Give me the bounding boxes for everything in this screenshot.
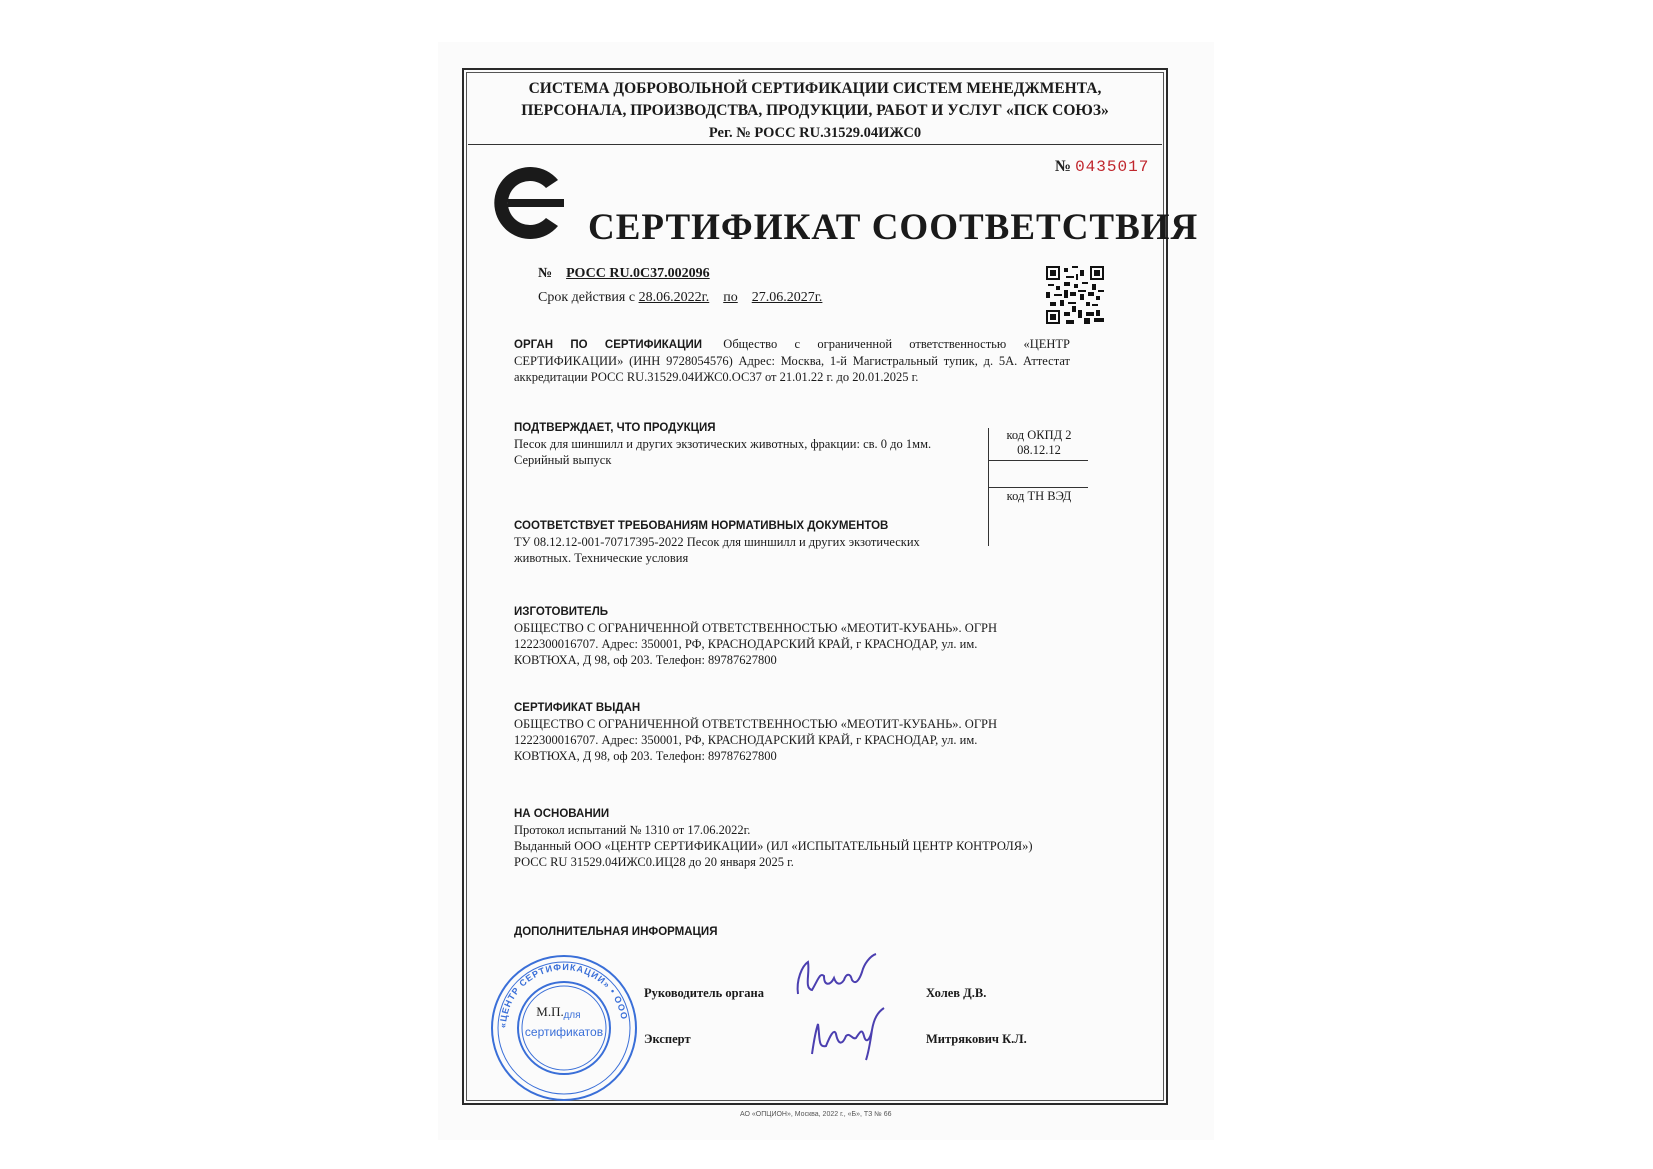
manufacturer-line2: 1222300016707. Адрес: 350001, РФ, КРАСНОДАРСКИЙ КРАЙ, г КРАСНОДАР, ул. им.	[514, 637, 978, 651]
issued-to-line2: 1222300016707. Адрес: 350001, РФ, КРАСНОДАРСКИЙ КРАЙ, г КРАСНОДАР, ул. им.	[514, 733, 978, 747]
document-title: СЕРТИФИКАТ СООТВЕТСТВИЯ	[588, 207, 1199, 248]
expert-signature	[806, 1004, 890, 1062]
normative-docs-text: ТУ 08.12.12-001-70717395-2022 Песок для шиншилл и других экзотических животных. Технические условия	[514, 535, 920, 565]
issued-to-line3: КОВТЮХА, Д 98, оф 203. Телефон: 89787627800	[514, 749, 777, 763]
stamp-inner-top: для	[563, 1010, 581, 1021]
expert-role-label: Эксперт	[644, 1032, 691, 1046]
basis-section	[514, 806, 1074, 870]
blank-number-prefix: №	[1055, 158, 1072, 175]
okpd-code-box	[990, 428, 1088, 458]
manufacturer-line1: ОБЩЕСТВО С ОГРАНИЧЕННОЙ ОТВЕТСТВЕННОСТЬЮ «МЕОТИТ-КУБАНЬ». ОГРН	[514, 621, 998, 635]
basis-line2: Выданный ООО «ЦЕНТР СЕРТИФИКАЦИИ» (ИЛ «ИСПЫТАТЕЛЬНЫЙ ЦЕНТР КОНТРОЛЯ»)	[514, 839, 1033, 853]
expert-name: Митрякович К.Л.	[926, 1032, 1027, 1046]
blank-number	[1055, 158, 1149, 176]
additional-info-section	[514, 924, 717, 940]
basis-line3: РОСС RU 31529.04ИЖС0.ИЦ28 до 20 января 2025 г.	[514, 855, 794, 869]
normative-docs-heading: СООТВЕТСТВУЕТ ТРЕБОВАНИЯМ НОРМАТИВНЫХ ДОКУМЕНТОВ	[514, 520, 889, 532]
issued-to-section	[514, 700, 1034, 764]
head-role-label: Руководитель органа	[644, 986, 764, 1000]
validity-prefix: Срок действия с	[538, 290, 636, 305]
system-header	[468, 78, 1162, 145]
system-reg-number: Рег. № РОСС RU.31529.04ИЖС0	[708, 125, 922, 141]
additional-info-heading: ДОПОЛНИТЕЛЬНАЯ ИНФОРМАЦИЯ	[514, 926, 718, 938]
validity-period	[538, 290, 822, 306]
product-heading: ПОДТВЕРЖДАЕТ, ЧТО ПРОДУКЦИЯ	[514, 422, 716, 434]
basis-line1: Протокол испытаний № 1310 от 17.06.2022г.	[514, 823, 751, 837]
basis-heading: НА ОСНОВАНИИ	[514, 808, 610, 820]
manufacturer-heading: ИЗГОТОВИТЕЛЬ	[514, 606, 609, 618]
product-section	[514, 420, 964, 468]
validity-mid: по	[723, 290, 738, 305]
codes-divider-low	[988, 487, 1088, 488]
normative-docs-section	[514, 518, 954, 566]
system-header-line2: ПЕРСОНАЛА, ПРОИЗВОДСТВА, ПРОДУКЦИИ, РАБОТ И УСЛУГ «ПСК СОЮЗ»	[521, 102, 1109, 119]
issued-to-line1: ОБЩЕСТВО С ОГРАНИЧЕННОЙ ОТВЕТСТВЕННОСТЬЮ «МЕОТИТ-КУБАНЬ». ОГРН	[514, 717, 998, 731]
stamp-ring-text: «ЦЕНТР СЕРТИФИКАЦИИ» • ООО	[497, 961, 630, 1029]
certificate-number	[538, 266, 710, 282]
qr-code[interactable]	[1046, 266, 1104, 324]
issued-to-heading: СЕРТИФИКАТ ВЫДАН	[514, 702, 641, 714]
blank-number-value: 0435017	[1075, 158, 1150, 176]
certificate-number-value: РОСС RU.0С37.002096	[566, 266, 710, 281]
manufacturer-section	[514, 604, 1034, 668]
certification-body-section	[514, 336, 1070, 385]
head-signature	[790, 950, 880, 1002]
printer-footer: АО «ОПЦИОН», Москва, 2022 г., «Б», ТЗ № 66	[740, 1111, 892, 1118]
product-release-type: Серийный выпуск	[514, 453, 612, 467]
certification-body-text: Общество с ограниченной ответственностью «ЦЕНТР СЕРТИФИКАЦИИ» (ИНН 9728054576) Адрес: Москва, 1-й Магистральный тупик, д. 5А. Аттестат аккредитации РОСС RU.31529.04ИЖС0.ОС37 от 21.01.22 г. до 20.01.2025 г.	[514, 337, 1070, 384]
stamp-mp-label: М.П.	[536, 1004, 564, 1019]
certificate-number-label: №	[538, 266, 553, 281]
codes-divider-mid	[988, 460, 1088, 461]
valid-to-date: 27.06.2027г.	[751, 290, 823, 305]
product-description: Песок для шиншилл и других экзотических животных, фракции: св. 0 до 1мм.	[514, 437, 932, 451]
okpd-value: 08.12.12	[1017, 443, 1061, 457]
certification-body-heading: ОРГАН ПО СЕРТИФИКАЦИИ	[514, 339, 703, 351]
stamp-inner-text: сертификатов	[524, 1025, 604, 1039]
head-name: Холев Д.В.	[926, 986, 987, 1000]
okpd-label: код ОКПД 2	[1006, 428, 1072, 442]
manufacturer-line3: КОВТЮХА, Д 98, оф 203. Телефон: 89787627800	[514, 653, 777, 667]
seal-stamp	[488, 952, 640, 1104]
system-header-line1: СИСТЕМА ДОБРОВОЛЬНОЙ СЕРТИФИКАЦИИ СИСТЕМ МЕНЕДЖМЕНТА,	[528, 80, 1102, 97]
tnved-label: код ТН ВЭД	[1006, 489, 1072, 503]
valid-from-date: 28.06.2022г.	[638, 290, 710, 305]
certification-mark-icon	[488, 166, 570, 240]
